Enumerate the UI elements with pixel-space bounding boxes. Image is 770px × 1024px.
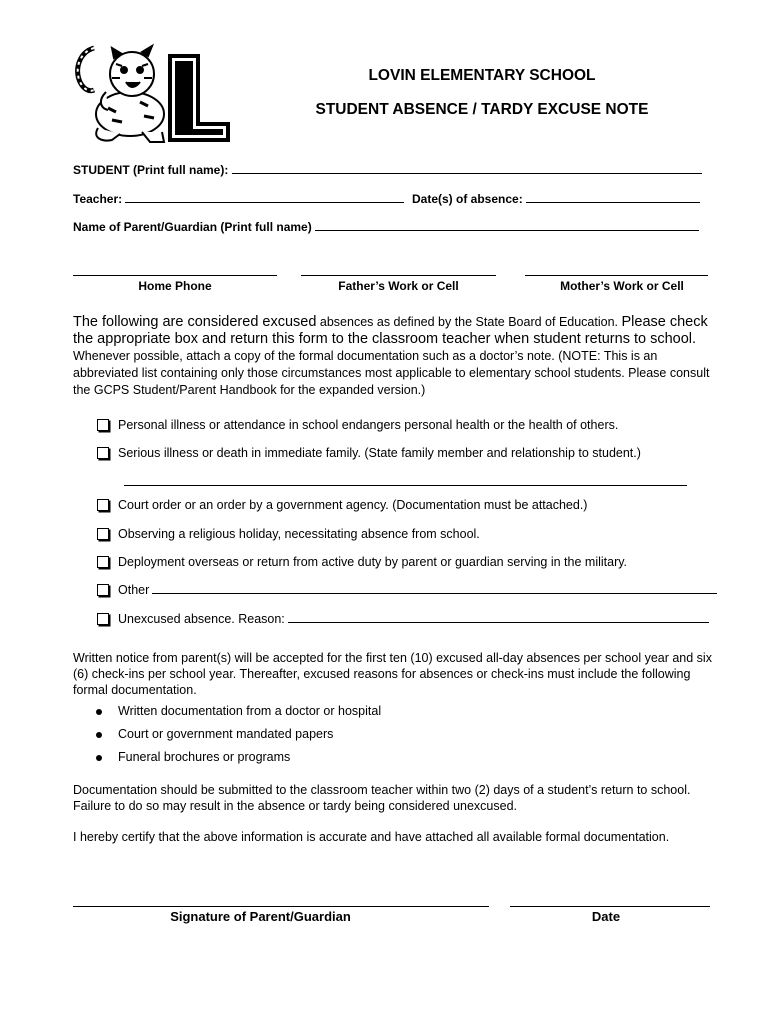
checkbox-icon[interactable]: [97, 499, 109, 511]
reason-line[interactable]: [288, 612, 709, 623]
home-phone-label: Home Phone: [138, 279, 212, 293]
checkbox-label: Serious illness or death in immediate family. (State family member and relationship to student.): [118, 446, 641, 460]
tiger-mascot-icon: [78, 46, 164, 142]
parent-field[interactable]: [73, 220, 699, 234]
father-phone-line[interactable]: [301, 275, 496, 276]
letter-l-logo: [168, 54, 230, 142]
dates-label: Date(s) of absence:: [412, 192, 523, 206]
teacher-line[interactable]: [125, 192, 404, 203]
intro-lead-1: The following are considered excused: [73, 314, 317, 330]
notice-paragraph: Written notice from parent(s) will be accepted for the first ten (10) excused all-day absences per school year and six (6) check-ins per school year. Thereafter, excused reasons for absences or check-ins must include the following formal documentation.: [73, 651, 712, 697]
bullet-icon: [96, 755, 102, 761]
signature-label: Signature of Parent/Guardian: [170, 909, 351, 924]
family-member-line[interactable]: [124, 485, 687, 486]
intro-text-1: absences as defined by the State Board of Education.: [316, 315, 622, 329]
checkbox-label: Personal illness or attendance in school endangers personal health or the health of others.: [118, 418, 619, 432]
checkbox-label: Other: [118, 583, 150, 597]
dates-line[interactable]: [526, 192, 700, 203]
intro-paragraph: [73, 314, 718, 399]
checkbox-label: Observing a religious holiday, necessitating absence from school.: [118, 527, 480, 541]
checkbox-deployment[interactable]: [97, 555, 717, 569]
parent-line[interactable]: [315, 220, 699, 231]
checkbox-icon[interactable]: [97, 419, 109, 431]
list-item: [96, 727, 333, 741]
checkbox-icon[interactable]: [97, 447, 109, 459]
list-item: [96, 704, 381, 718]
form-title: STUDENT ABSENCE / TARDY EXCUSE NOTE: [315, 101, 649, 118]
bullet-icon: [96, 732, 102, 738]
list-item: [96, 750, 290, 764]
checkbox-court-order[interactable]: [97, 498, 717, 512]
mother-phone-label: Mother’s Work or Cell: [560, 279, 684, 293]
student-label: STUDENT (Print full name):: [73, 163, 229, 177]
parent-label: Name of Parent/Guardian (Print full name): [73, 220, 312, 234]
teacher-field[interactable]: [73, 192, 404, 206]
mother-phone-line[interactable]: [525, 275, 708, 276]
checkbox-label: Unexcused absence. Reason:: [118, 612, 285, 626]
home-phone-line[interactable]: [73, 275, 277, 276]
school-logo: [72, 42, 238, 146]
other-line[interactable]: [152, 583, 717, 594]
signature-line[interactable]: [73, 906, 489, 907]
teacher-label: Teacher:: [73, 192, 123, 206]
checkbox-label: Court order or an order by a government agency. (Documentation must be attached.): [118, 498, 588, 512]
list-item-text: Written documentation from a doctor or hospital: [118, 704, 382, 718]
checkbox-other[interactable]: [97, 583, 717, 597]
father-phone-label: Father’s Work or Cell: [338, 279, 459, 293]
checkbox-family-illness[interactable]: [97, 446, 717, 460]
dates-field[interactable]: [412, 192, 700, 206]
intro-lead-2: Please check the appropriate box and return this form to the classroom teacher when student returns to school.: [73, 314, 708, 347]
school-name: LOVIN ELEMENTARY SCHOOL: [368, 67, 596, 84]
certify-paragraph: I hereby certify that the above information is accurate and have attached all available formal documentation.: [73, 830, 670, 844]
checkbox-personal-illness[interactable]: [97, 418, 717, 432]
list-item-text: Funeral brochures or programs: [118, 750, 291, 764]
checkbox-icon[interactable]: [97, 584, 109, 596]
student-field[interactable]: [73, 163, 702, 177]
checkbox-religious-holiday[interactable]: [97, 527, 717, 541]
checkbox-label: Deployment overseas or return from active duty by parent or guardian serving in the military.: [118, 555, 628, 569]
checkbox-unexcused[interactable]: [97, 612, 709, 626]
checkbox-icon[interactable]: [97, 528, 109, 540]
list-item-text: Court or government mandated papers: [118, 727, 334, 741]
date-line[interactable]: [510, 906, 710, 907]
submission-paragraph: Documentation should be submitted to the classroom teacher within two (2) days of a student’s return to school. Failure to do so may result in the absence or tardy being considered unexcused.: [73, 783, 691, 813]
checkbox-icon[interactable]: [97, 613, 109, 625]
checkbox-icon[interactable]: [97, 556, 109, 568]
student-line[interactable]: [232, 163, 702, 174]
intro-text-2: Whenever possible, attach a copy of the formal documentation such as a doctor’s note. (NOTE: This is an abbreviated list containing only those circumstances most applicable to elementary school students. Please consult the GCPS Student/Parent Handbook for the expanded version.): [73, 349, 710, 397]
date-label: Date: [591, 909, 621, 924]
bullet-icon: [96, 709, 102, 715]
